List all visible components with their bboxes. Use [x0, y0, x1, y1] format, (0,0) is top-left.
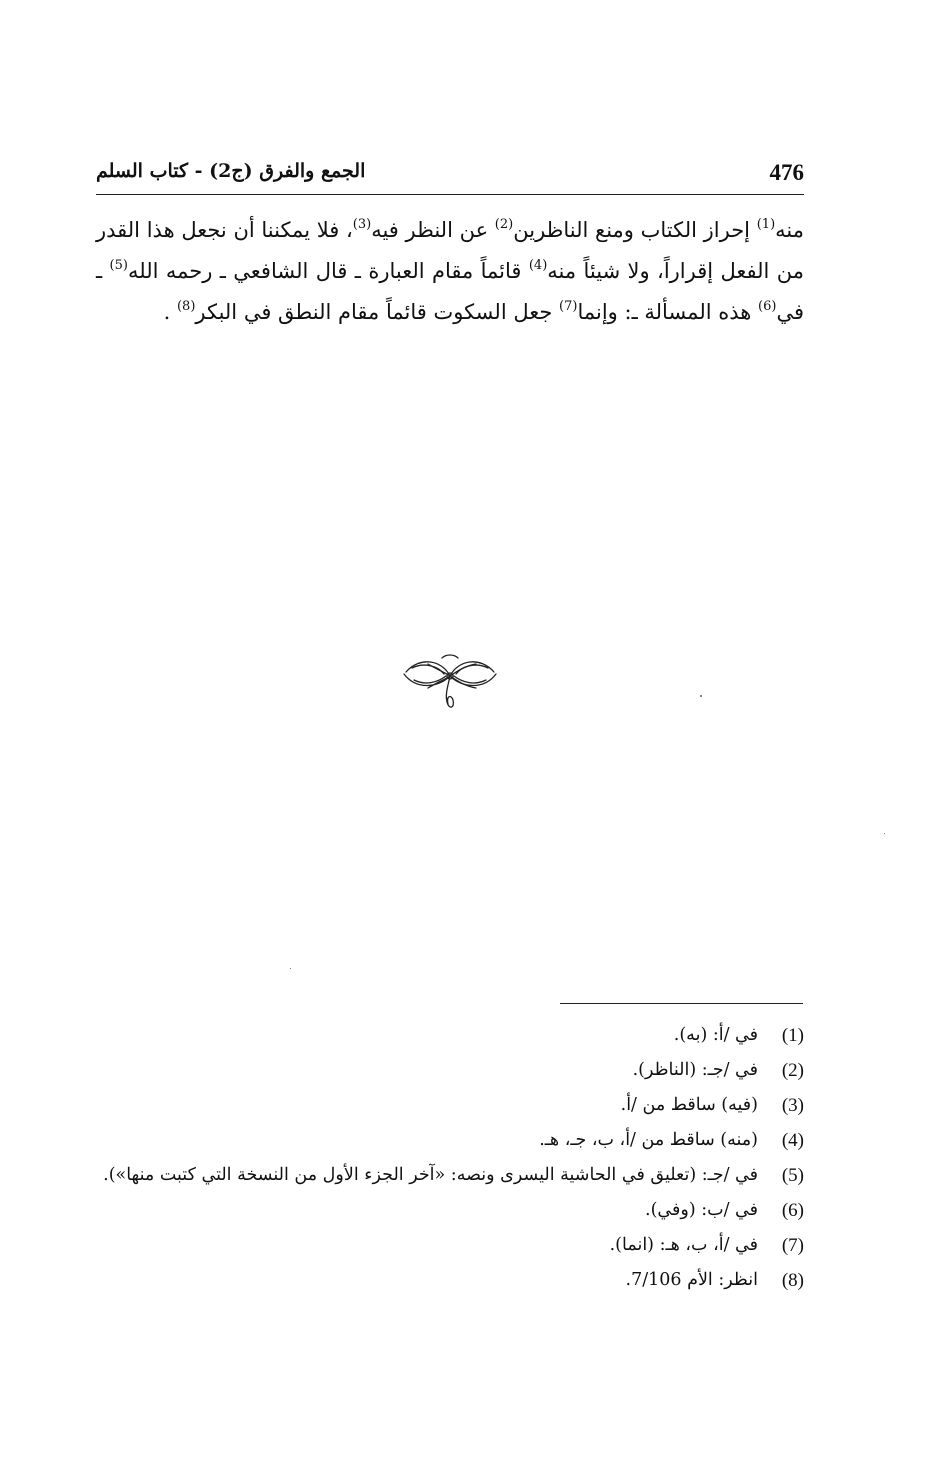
- footnotes: [96, 1018, 804, 1298]
- body-text: منه: [775, 218, 804, 242]
- footnote-ref-8: (8): [176, 299, 196, 314]
- footnote-5: [96, 1158, 804, 1193]
- footnote-ref-6: (6): [758, 299, 777, 314]
- page-header: [96, 158, 804, 195]
- footnote-text: (منه) ساقط من /أ، ب، جـ، هـ.: [539, 1130, 758, 1150]
- footnote-1: [96, 1018, 804, 1053]
- running-title: الجمع والفرق (ج2) - كتاب السلم: [96, 160, 366, 182]
- footnote-number: (3): [781, 1095, 804, 1116]
- body-text: جعل السكوت قائماً مقام النطق في البكر: [195, 300, 560, 324]
- scan-speck: [290, 968, 291, 969]
- footnote-ref-1: (1): [756, 217, 776, 232]
- main-text: [96, 210, 804, 333]
- footnote-text: في /جـ: (الناظر).: [632, 1060, 758, 1080]
- footnote-text: في /أ، ب، هـ: (انما).: [609, 1235, 758, 1255]
- footnote-text: انظر: الأم 7/106.: [625, 1270, 758, 1290]
- footnote-number: (1): [781, 1025, 804, 1046]
- fleuron-ornament-icon: [398, 650, 502, 722]
- footnote-separator: [560, 1003, 803, 1004]
- footnote-ref-7: (7): [559, 299, 578, 314]
- footnote-number: (7): [781, 1235, 804, 1256]
- footnote-text: في /أ: (به).: [673, 1025, 758, 1045]
- footnote-number: (8): [781, 1270, 804, 1291]
- footnote-8: [96, 1263, 804, 1298]
- footnote-ref-2: (2): [494, 217, 514, 232]
- footnote-ref-5: (5): [109, 258, 128, 273]
- body-text: ـ في: [96, 259, 804, 324]
- footnote-number: (2): [781, 1060, 804, 1081]
- footnote-number: (6): [781, 1200, 804, 1221]
- footnote-4: [96, 1123, 804, 1158]
- page-number: 476: [769, 160, 804, 185]
- body-text: عن النظر فيه: [371, 218, 495, 242]
- footnote-3: [96, 1088, 804, 1123]
- scan-speck: [700, 695, 702, 697]
- footnote-7: [96, 1228, 804, 1263]
- body-text: قائماً مقام العبارة ـ قال الشافعي ـ رحمه الله: [127, 259, 529, 283]
- footnote-text: في /جـ: (تعليق في الحاشية اليسرى ونصه: «آخر الجزء الأول من النسخة التي كتبت منها»).: [103, 1165, 758, 1185]
- footnote-text: في /ب: (وفي).: [645, 1200, 758, 1220]
- body-text: إحراز الكتاب ومنع الناظرين: [513, 218, 757, 242]
- footnote-ref-3: (3): [352, 217, 372, 232]
- footnote-2: [96, 1053, 804, 1088]
- footnote-number: (4): [781, 1130, 804, 1151]
- footnote-ref-4: (4): [528, 258, 548, 273]
- footnote-number: (5): [781, 1165, 804, 1186]
- body-text: ، فلا يمكننا أن نجعل هذا القدر من الفعل إقراراً، ولا شيئاً منه: [96, 218, 805, 283]
- body-text: هذه المسألة ـ: وإنما: [577, 300, 759, 324]
- body-text: .: [163, 300, 177, 324]
- footnote-text: (فيه) ساقط من /أ.: [620, 1095, 758, 1115]
- scan-speck: [884, 833, 885, 834]
- footnote-6: [96, 1193, 804, 1228]
